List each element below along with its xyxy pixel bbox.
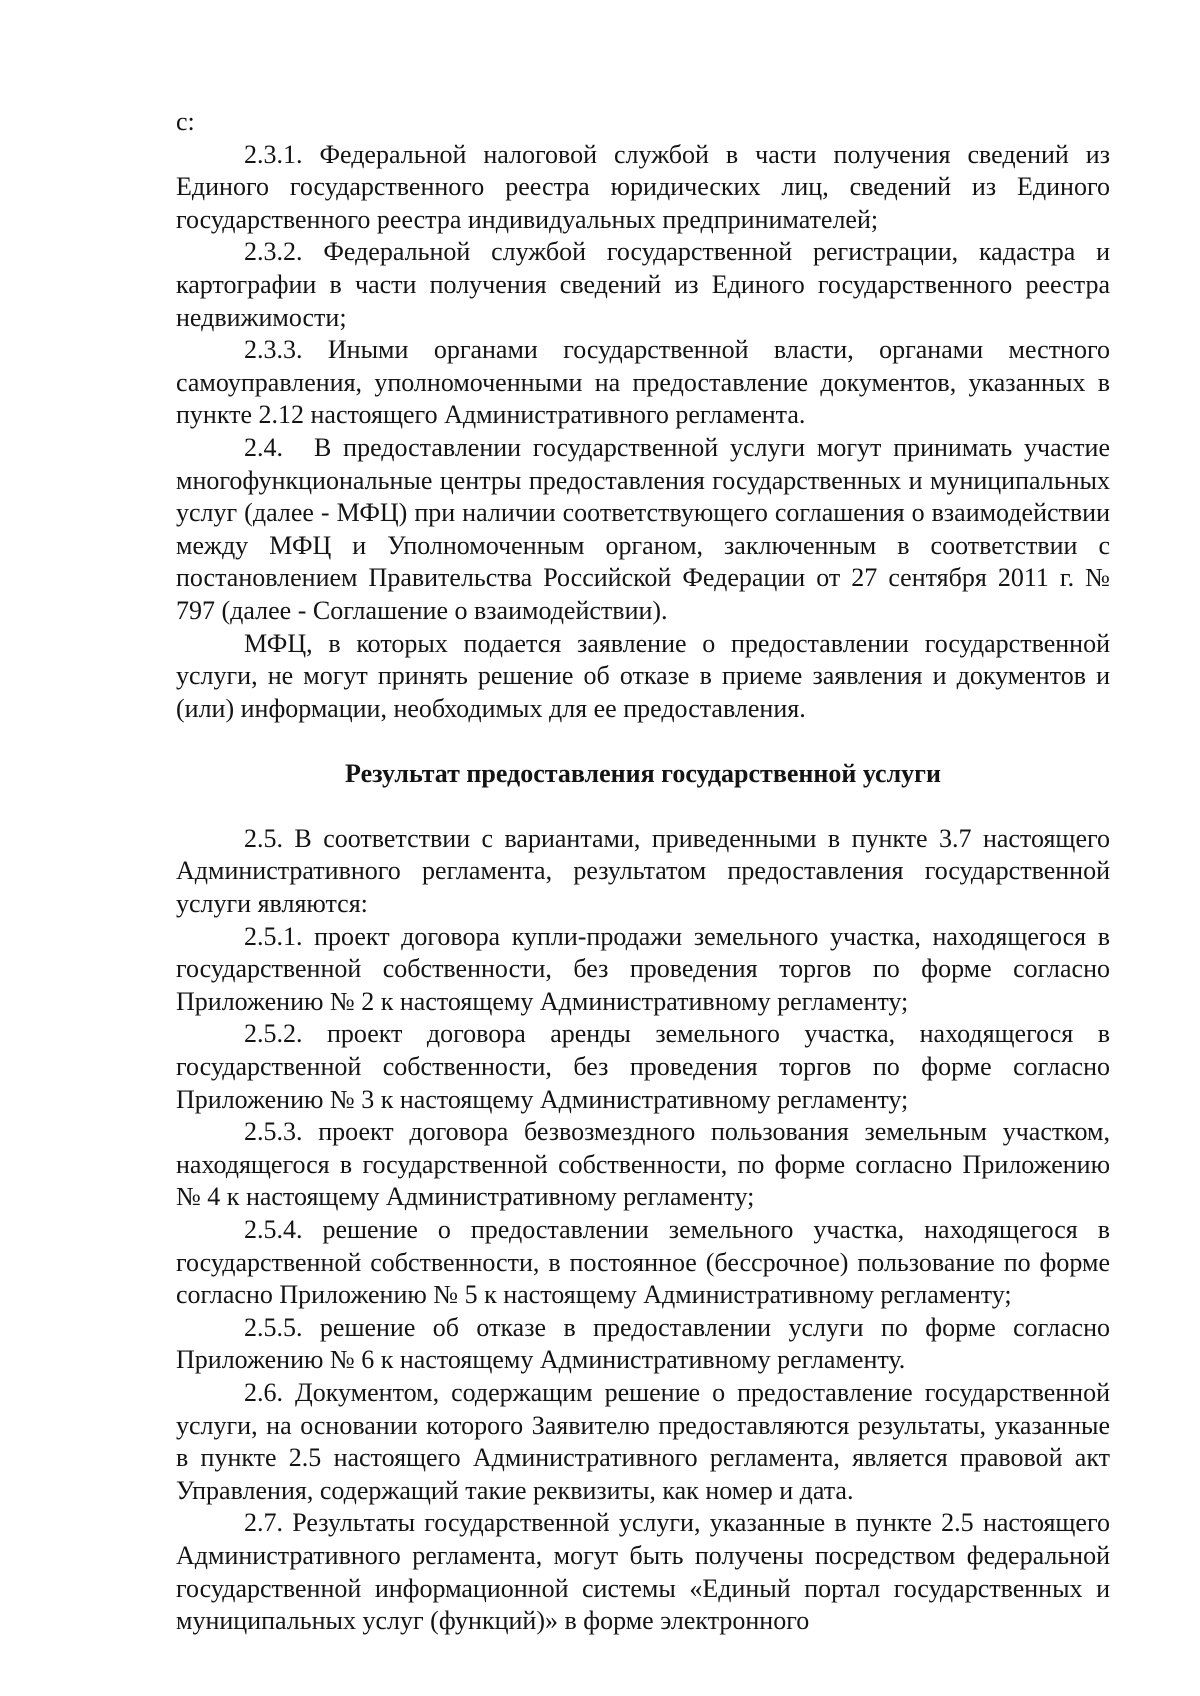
paragraph-2-3-1: 2.3.1. Федеральной налоговой службой в части получения сведений из Единого государственного реестра юридических лиц, сведений из Единого государственного реестра индивидуальных предпринимателей; <box>176 139 1110 234</box>
paragraph-2-4-text: В предоставлении государственной услуги могут принимать участие многофункциональные центры предоставления государственных и муниципальных услуг (далее - МФЦ) при наличии соответствующего соглашения о взаимодействии между МФЦ и Уполномоченным органом, заключенным в соответствии с постановлением Правительства Российской Федерации от 27 сентября 2011 г. № 797 (далее - Соглашение о взаимодействии). <box>176 432 1110 625</box>
paragraph-mfc: МФЦ, в которых подается заявление о предоставлении государственной услуги, не могут принять решение об отказе в приеме заявления и документов и (или) информации, необходимых для ее предоставления. <box>176 628 1110 723</box>
paragraph-2-7: 2.7. Результаты государственной услуги, указанные в пункте 2.5 настоящего Административного регламента, могут быть получены посредством федеральной государственной информационной системы «Единый портал государственных и муниципальных услуг (функций)» в форме электронного <box>176 1508 1110 1636</box>
paragraph-2-5-1: 2.5.1. проект договора купли-продажи земельного участка, находящегося в государственной собственности, без проведения торгов по форме согласно Приложению № 2 к настоящему Административному регламенту; <box>176 921 1110 1016</box>
paragraph-2-5-5: 2.5.5. решение об отказе в предоставлении услуги по форме согласно Приложению № 6 к настоящему Административному регламенту. <box>176 1312 1110 1375</box>
paragraph-2-6: 2.6. Документом, содержащим решение о предоставление государственной услуги, на основании которого Заявителю предоставляются результаты, указанные в пункте 2.5 настоящего Административного регламента, является правовой акт Управления, содержащий такие реквизиты, как номер и дата. <box>176 1377 1110 1505</box>
paragraph-2-4 <box>176 432 1110 628</box>
paragraph-2-3-3: 2.3.3. Иными органами государственной власти, органами местного самоуправления, уполномоченными на предоставление документов, указанных в пункте 2.12 настоящего Административного регламента. <box>176 335 1110 430</box>
document-body <box>176 106 1110 1638</box>
paragraph-2-5: 2.5. В соответствии с вариантами, приведенными в пункте 3.7 настоящего Административного регламента, результатом предоставления государственной услуги являются: <box>176 823 1110 919</box>
section-heading: Результат предоставления государственной услуги <box>345 759 941 789</box>
paragraph-2-5-2: 2.5.2. проект договора аренды земельного участка, находящегося в государственной собственности, без проведения торгов по форме согласно Приложению № 3 к настоящему Административному регламенту; <box>176 1019 1110 1114</box>
paragraph-2-5-3: 2.5.3. проект договора безвозмездного пользования земельным участком, находящегося в государственной собственности, по форме согласно Приложению № 4 к настоящему Административному регламенту; <box>176 1117 1110 1212</box>
paragraph-2-3-2: 2.3.2. Федеральной службой государственной регистрации, кадастра и картографии в части получения сведений из Единого государственного реестра недвижимости; <box>176 237 1110 332</box>
paragraph-2-4-number: 2.4. <box>244 432 283 462</box>
paragraph-2-5-4: 2.5.4. решение о предоставлении земельного участка, находящегося в государственной собственности, в постоянное (бессрочное) пользование по форме согласно Приложению № 5 к настоящему Административному регламенту; <box>176 1215 1110 1310</box>
lead-text: с: <box>176 107 195 136</box>
